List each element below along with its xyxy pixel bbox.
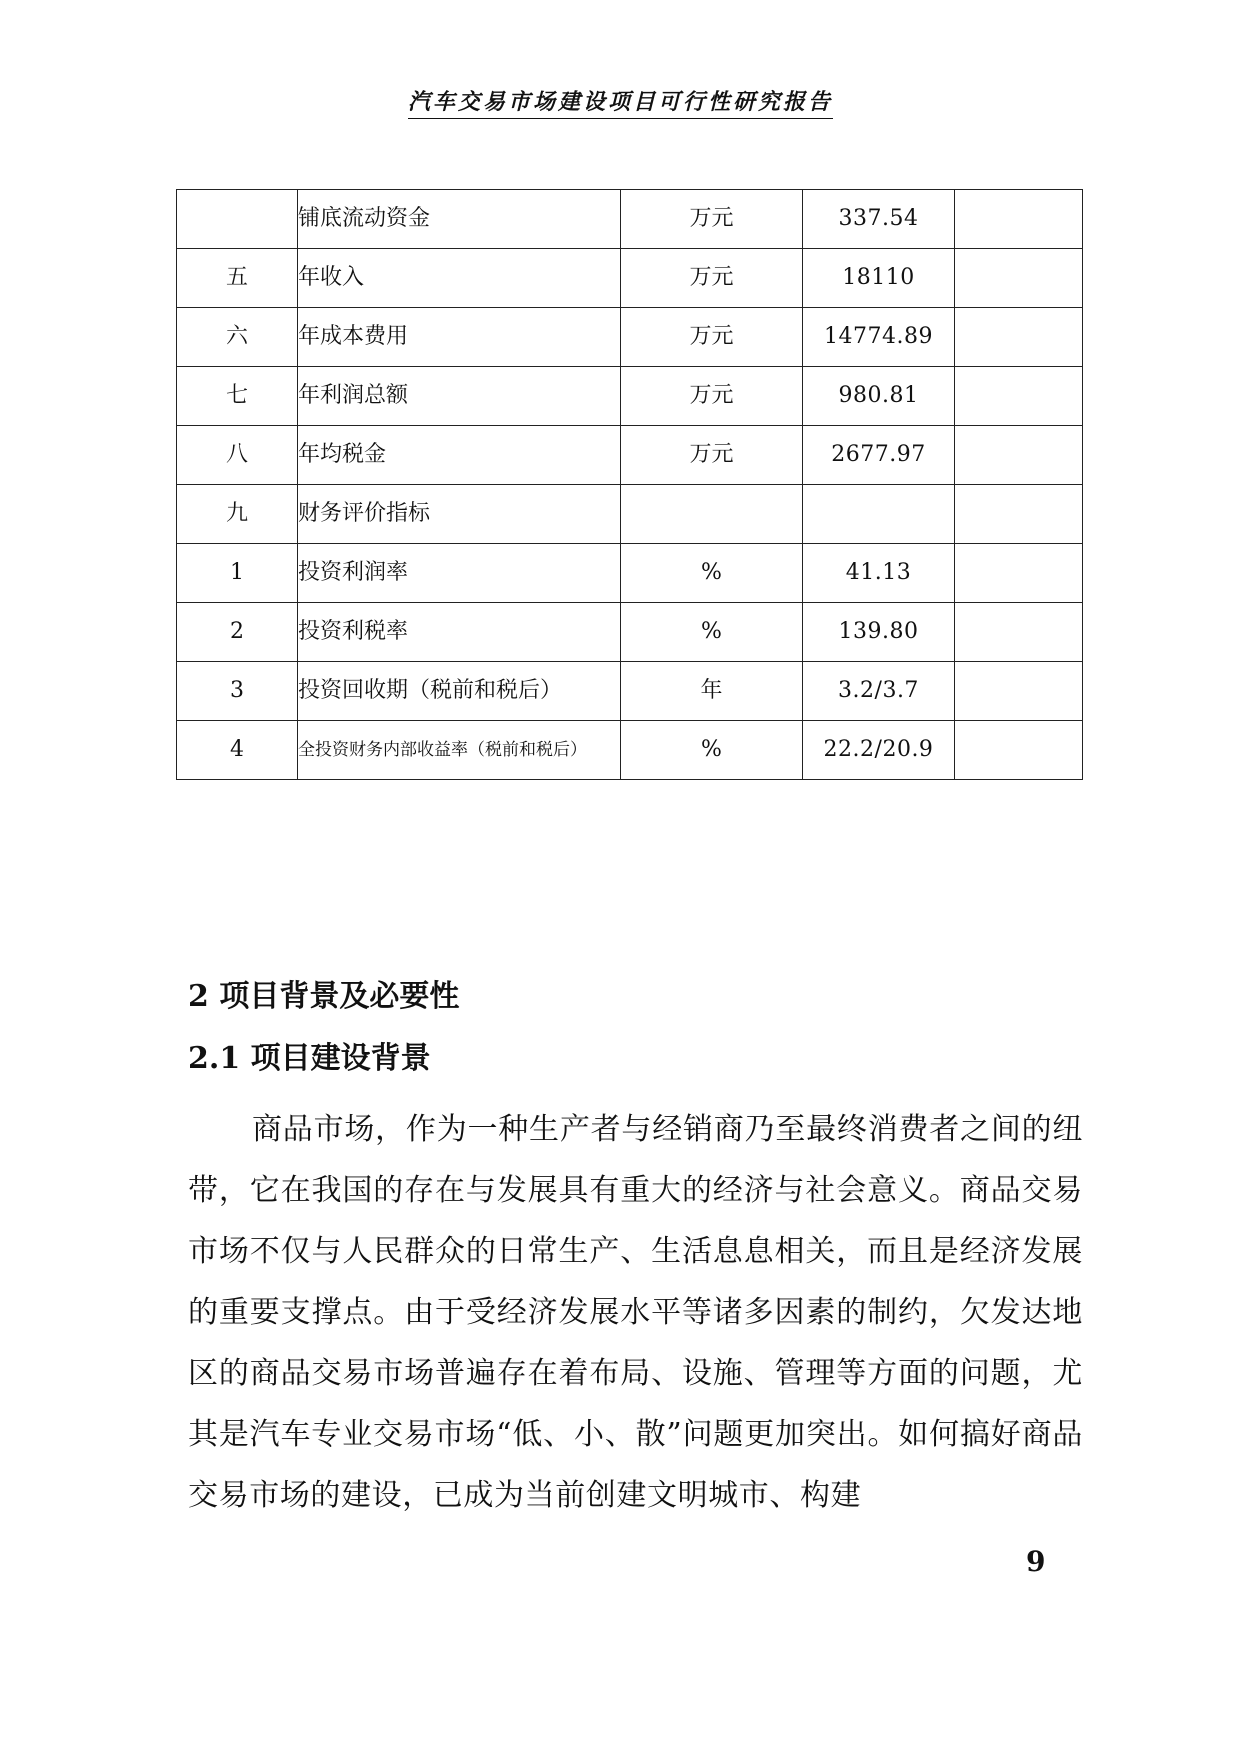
value-cell: 3.2/3.7 [803,662,955,721]
table-row [177,485,1083,544]
value-cell: 2677.97 [803,426,955,485]
item-name-cell: 年成本费用 [298,308,621,367]
row-number-cell: 七 [177,367,298,426]
document-title: 汽车交易市场建设项目可行性研究报告 [408,88,833,119]
item-name-cell: 投资利税率 [298,603,621,662]
unit-cell: 万元 [621,190,803,249]
item-name-cell: 年均税金 [298,426,621,485]
value-cell: 14774.89 [803,308,955,367]
item-name-cell: 年收入 [298,249,621,308]
row-number-cell: 五 [177,249,298,308]
item-name-cell: 年利润总额 [298,367,621,426]
row-number-cell: 八 [177,426,298,485]
item-name-cell: 财务评价指标 [298,485,621,544]
note-cell [955,367,1083,426]
row-number-cell: 4 [177,721,298,780]
table-row [177,249,1083,308]
value-cell: 22.2/20.9 [803,721,955,780]
value-cell: 337.54 [803,190,955,249]
table-row [177,603,1083,662]
value-cell: 41.13 [803,544,955,603]
value-cell: 139.80 [803,603,955,662]
note-cell [955,603,1083,662]
item-name-cell: 投资利润率 [298,544,621,603]
table-row [177,721,1083,780]
subsection-heading: 2.1 项目建设背景 [188,1041,431,1076]
table-row [177,367,1083,426]
item-name-cell: 铺底流动资金 [298,190,621,249]
unit-cell: % [621,603,803,662]
row-number-cell: 六 [177,308,298,367]
row-number-cell [177,190,298,249]
unit-cell: 万元 [621,308,803,367]
value-cell: 980.81 [803,367,955,426]
row-number-cell: 九 [177,485,298,544]
project-summary-table [176,189,1083,780]
unit-cell: 万元 [621,367,803,426]
note-cell [955,426,1083,485]
unit-cell: % [621,721,803,780]
note-cell [955,662,1083,721]
value-cell: 18110 [803,249,955,308]
unit-cell [621,485,803,544]
row-number-cell: 3 [177,662,298,721]
table-row [177,190,1083,249]
note-cell [955,544,1083,603]
row-number-cell: 2 [177,603,298,662]
value-cell [803,485,955,544]
table-row [177,308,1083,367]
note-cell [955,249,1083,308]
note-cell [955,485,1083,544]
running-header [0,88,1241,119]
body-paragraph: 商品市场，作为一种生产者与经销商乃至最终消费者之间的纽带，它在我国的存在与发展具有重大的经济与社会意义。商品交易市场不仅与人民群众的日常生产、生活息息相关，而且是经济发展的重要支撑点。由于受经济发展水平等诸多因素的制约，欠发达地区的商品交易市场普遍存在着布局、设施、管理等方面的问题，尤其是汽车专业交易市场“低、小、散”问题更加突出。如何搞好商品交易市场的建设，已成为当前创建文明城市、构建 [188,1112,1083,1513]
unit-cell: 万元 [621,426,803,485]
table-row [177,662,1083,721]
note-cell [955,190,1083,249]
unit-cell: 年 [621,662,803,721]
unit-cell: % [621,544,803,603]
table-row [177,544,1083,603]
section-heading: 2 项目背景及必要性 [188,979,460,1014]
page-number: 9 [1026,1545,1046,1578]
table-row [177,426,1083,485]
note-cell [955,308,1083,367]
item-name-cell: 投资回收期（税前和税后） [298,662,621,721]
note-cell [955,721,1083,780]
row-number-cell: 1 [177,544,298,603]
unit-cell: 万元 [621,249,803,308]
item-name-cell: 全投资财务内部收益率（税前和税后） [298,721,621,780]
